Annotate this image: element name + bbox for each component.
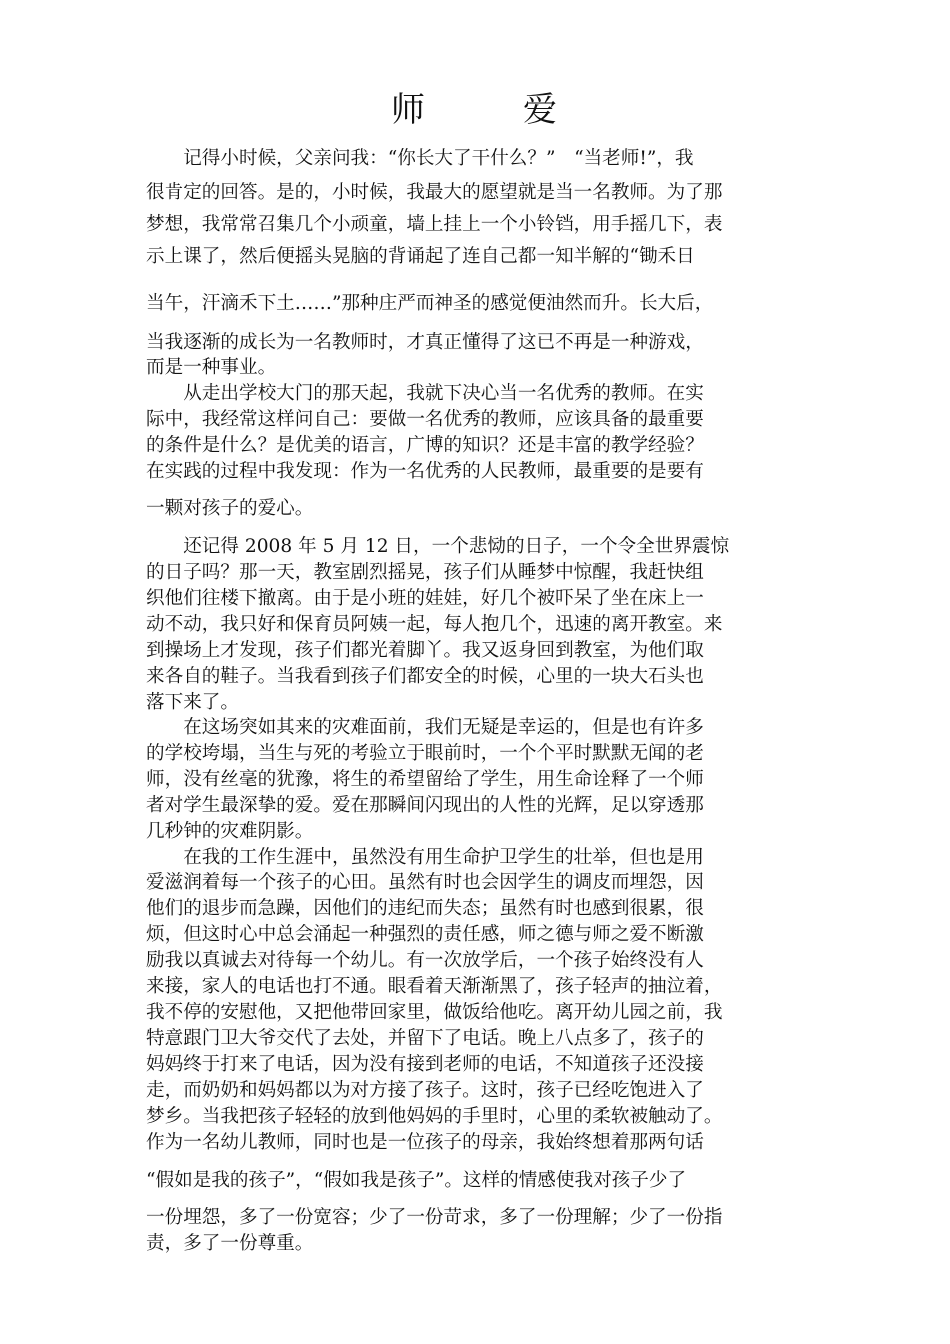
text-line: “假如是我的孩子”，“假如我是孩子”。这样的情感使我对孩子少了 (146, 1170, 687, 1191)
text-line: 在实践的过程中我发现：作为一名优秀的人民教师，最重要的是要有 (146, 461, 704, 482)
text-line: 当午，汗滴禾下土……”那种庄严而神圣的感觉便油然而升。长大后， (146, 293, 714, 314)
text-line: 示上课了，然后便摇头晃脑的背诵起了连自己都一知半解的“锄禾日 (146, 246, 695, 267)
text-line: 在这场突如其来的灾难面前，我们无疑是幸运的，但是也有许多 (146, 717, 704, 738)
text-line: 几秒钟的灾难阴影。 (146, 821, 314, 842)
text-line: 的日子吗？那一天，教室剧烈摇晃，孩子们从睡梦中惊醒，我赶快组 (146, 562, 704, 583)
text-line: 他们的退步而急躁，因他们的违纪而失态；虽然有时也感到很累，很 (146, 898, 704, 919)
text-line: 爱滋润着每一个孩子的心田。虽然有时也会因学生的调皮而埋怨，因 (146, 872, 704, 893)
text-line: 从走出学校大门的那天起，我就下决心当一名优秀的教师。在实 (146, 383, 704, 404)
text-line: 的学校垮塌，当生与死的考验立于眼前时，一个个平时默默无闻的老 (146, 743, 704, 764)
page-title (0, 82, 950, 138)
text-line: 作为一名幼儿教师，同时也是一位孩子的母亲，我始终想着那两句话 (146, 1132, 704, 1153)
text-line: 烦，但这时心中总会涌起一种强烈的责任感，师之德与师之爱不断激 (146, 924, 704, 945)
text-line: 师，没有丝毫的犹豫，将生的希望留给了学生，用生命诠释了一个师 (146, 769, 704, 790)
text-line: 落下来了。 (146, 692, 239, 713)
text-line: 来各自的鞋子。当我看到孩子们都安全的时候，心里的一块大石头也 (146, 666, 704, 687)
text-line: 特意跟门卫大爷交代了去处，并留下了电话。晚上八点多了，孩子的 (146, 1028, 704, 1049)
text-line: 的条件是什么？是优美的语言，广博的知识？还是丰富的教学经验？ (146, 435, 704, 456)
title-char-2: 爱 (523, 90, 559, 130)
text-line: 来接，家人的电话也打不通。眼看着天渐渐黑了，孩子轻声的抽泣着， (146, 976, 723, 997)
text-line: 在我的工作生涯中，虽然没有用生命护卫学生的壮举，但也是用 (146, 847, 704, 868)
title-char-1: 师 (391, 90, 427, 130)
text-line: 而是一种事业。 (146, 357, 277, 378)
text-line: 际中，我经常这样问自己：要做一名优秀的教师，应该具备的最重要 (146, 409, 704, 430)
text-line: 一份埋怨，多了一份宽容；少了一份苛求，多了一份理解；少了一份指 (146, 1207, 723, 1228)
text-line: 我不停的安慰他，又把他带回家里，做饭给他吃。离开幼儿园之前，我 (146, 1002, 723, 1023)
text-line: 梦乡。当我把孩子轻轻的放到他妈妈的手里时，心里的柔软被触动了。 (146, 1106, 723, 1127)
text-line: 到操场上才发现，孩子们都光着脚丫。我又返身回到教室，为他们取 (146, 640, 704, 661)
text-line: 妈妈终于打来了电话，因为没有接到老师的电话，不知道孩子还没接 (146, 1054, 704, 1075)
text-line: 一颗对孩子的爱心。 (146, 498, 314, 519)
text-line: 织他们往楼下撤离。由于是小班的娃娃，好几个被吓呆了坐在床上一 (146, 588, 704, 609)
text-line: 还记得 2008 年 5 月 12 日，一个悲恸的日子，一个令全世界震惊 (146, 536, 730, 557)
text-line: 记得小时候，父亲问我：“你长大了干什么？” “当老师!”，我 (146, 148, 694, 169)
text-line: 当我逐渐的成长为一名教师时，才真正懂得了这已不再是一种游戏， (146, 332, 704, 353)
text-line: 者对学生最深挚的爱。爱在那瞬间闪现出的人性的光辉，足以穿透那 (146, 795, 704, 816)
text-line: 励我以真诚去对待每一个幼儿。有一次放学后，一个孩子始终没有人 (146, 950, 704, 971)
text-line: 梦想，我常常召集几个小顽童，墙上挂上一个小铃铛，用手摇几下，表 (146, 214, 723, 235)
text-line: 责，多了一份尊重。 (146, 1233, 314, 1254)
text-line: 很肯定的回答。是的，小时候，我最大的愿望就是当一名教师。为了那 (146, 182, 723, 203)
text-line: 走，而奶奶和妈妈都以为对方接了孩子。这时，孩子已经吃饱进入了 (146, 1080, 704, 1101)
text-line: 动不动，我只好和保育员阿姨一起，每人抱几个，迅速的离开教室。来 (146, 614, 723, 635)
